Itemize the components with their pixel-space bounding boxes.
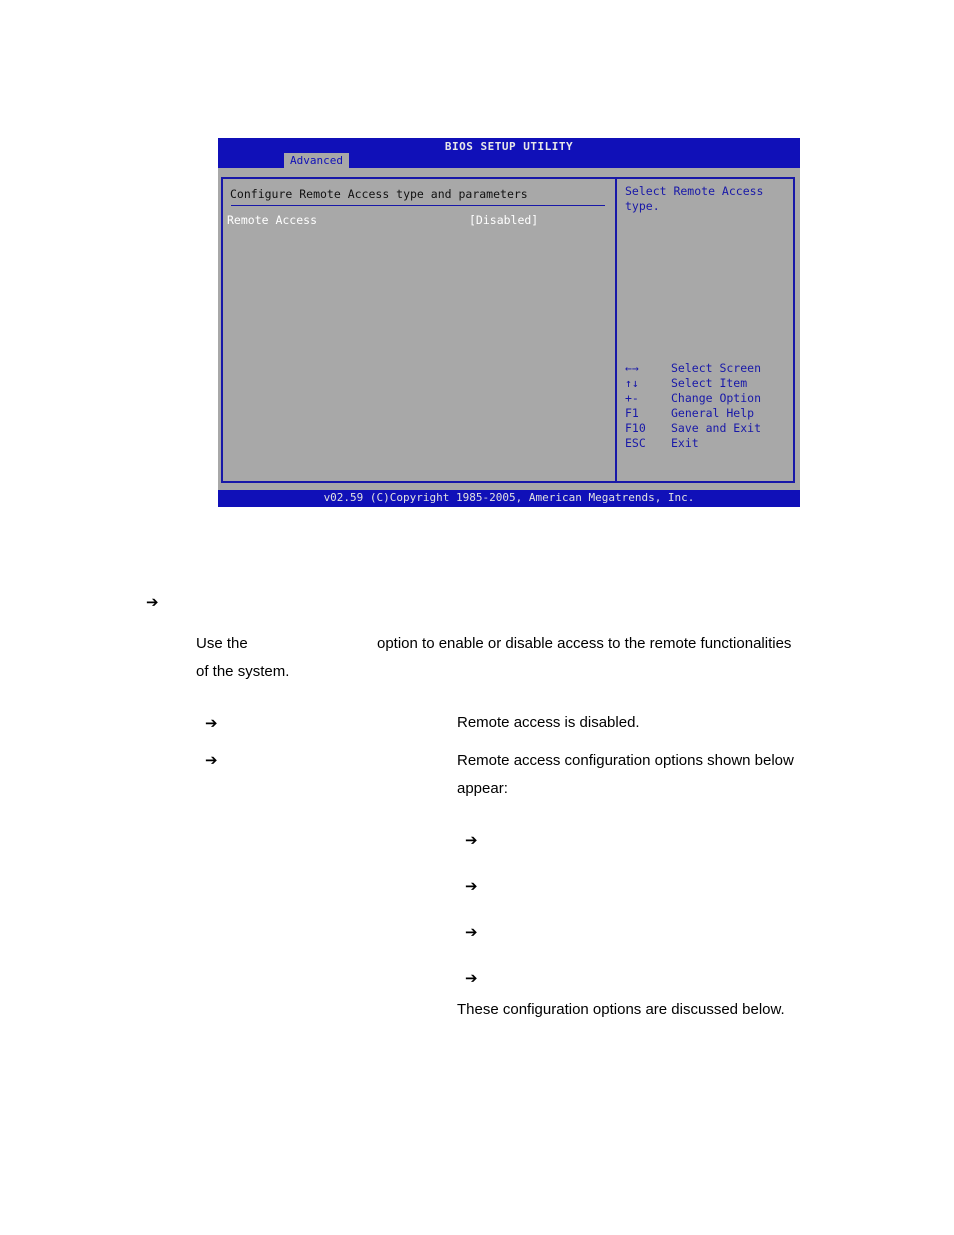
bios-key: F10 <box>625 421 646 435</box>
arrow-icon: ➔ <box>465 831 478 849</box>
bios-key-row <box>625 436 761 451</box>
bios-key-action: Exit <box>671 436 699 450</box>
bios-key-action: Change Option <box>671 391 762 405</box>
bios-main-panel <box>221 177 795 483</box>
bios-key-action: Save and Exit <box>671 421 762 435</box>
arrow-icon: ➔ <box>465 923 478 941</box>
arrow-icon: ➔ <box>205 751 218 769</box>
bios-key-row <box>625 391 761 406</box>
bios-key: +- <box>625 391 639 405</box>
paragraph-lead: Use the <box>196 635 248 652</box>
bios-key-action: Select Screen <box>671 361 762 375</box>
option-enabled-description-line2: appear: <box>457 780 508 797</box>
bios-section-rule <box>231 205 605 206</box>
bios-key-row <box>625 361 761 376</box>
arrow-icon: ➔ <box>146 593 159 611</box>
bios-help-text: Select Remote Access type. <box>625 184 764 213</box>
arrow-icon: ➔ <box>205 714 218 732</box>
bios-item-remote-access[interactable]: Remote Access <box>227 213 318 227</box>
bios-section-title: Configure Remote Access type and parameters <box>230 187 528 201</box>
bios-key-row <box>625 421 761 436</box>
bios-key: F1 <box>625 406 639 420</box>
bios-item-remote-access-value[interactable]: [Disabled] <box>469 213 539 227</box>
option-disabled-description: Remote access is disabled. <box>457 714 640 731</box>
bios-key-legend <box>625 361 761 451</box>
paragraph-text: option to enable or disable access to the remote functionalities <box>377 635 792 652</box>
paragraph-text-line2: of the system. <box>196 663 290 680</box>
bios-key-action: Select Item <box>671 376 748 390</box>
bios-copyright: v02.59 (C)Copyright 1985-2005, American Megatrends, Inc. <box>323 491 695 504</box>
bios-key-row <box>625 376 761 391</box>
arrow-icon: ➔ <box>465 969 478 987</box>
bios-title: BIOS SETUP UTILITY <box>444 140 574 153</box>
bios-title-bar <box>218 138 800 168</box>
bios-key: ←→ <box>625 361 639 375</box>
option-enabled-description: Remote access configuration options shown below <box>457 752 794 769</box>
bios-footer-bar <box>218 490 800 507</box>
bios-key-action: General Help <box>671 406 755 420</box>
bios-panel-divider <box>615 179 617 481</box>
arrow-icon: ➔ <box>465 877 478 895</box>
bios-screenshot <box>218 138 800 507</box>
bios-key: ↑↓ <box>625 376 639 390</box>
closing-text: These configuration options are discussed below. <box>457 1001 785 1018</box>
bios-key-row <box>625 406 761 421</box>
bios-tab-advanced[interactable]: Advanced <box>284 153 349 168</box>
bios-key: ESC <box>625 436 646 450</box>
